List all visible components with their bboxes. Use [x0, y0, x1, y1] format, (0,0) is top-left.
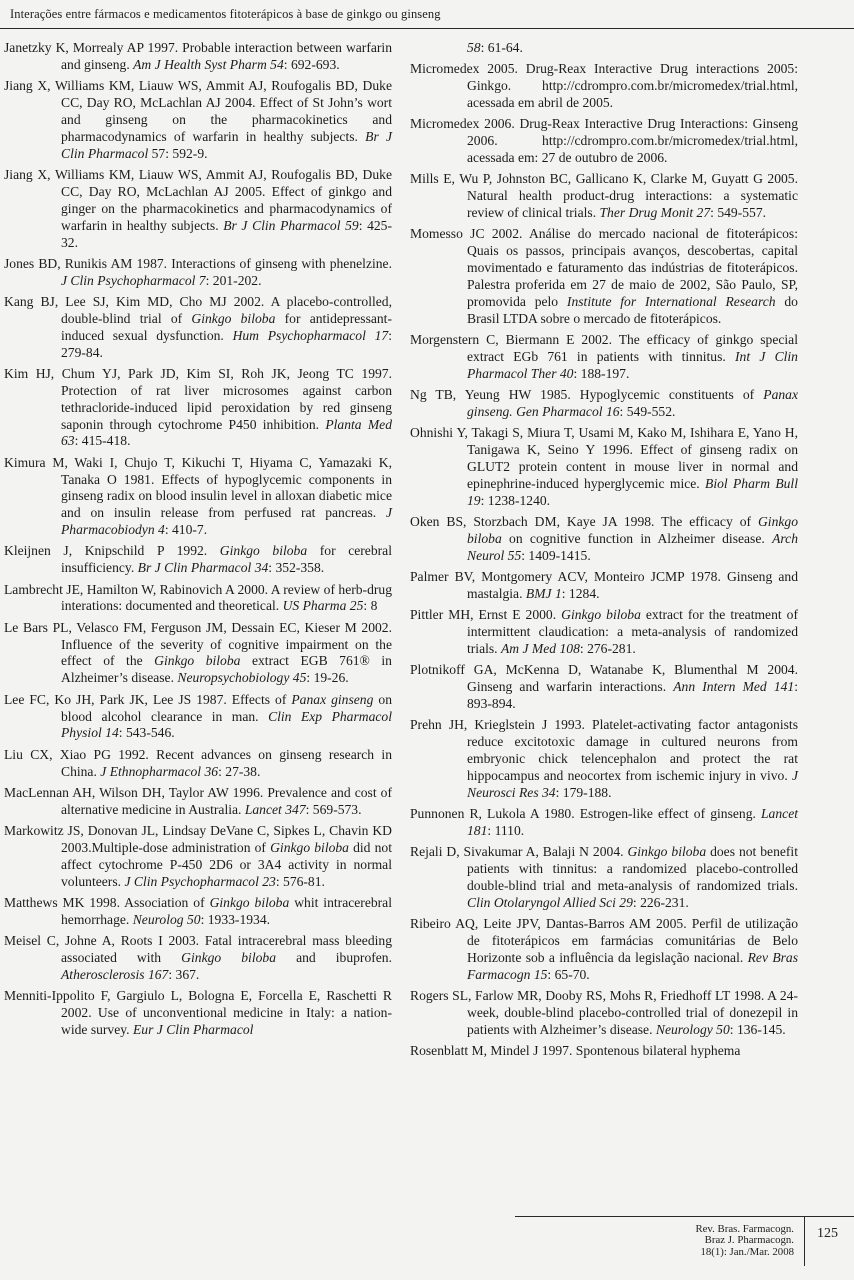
reference-entry: Palmer BV, Montgomery ACV, Monteiro JCMP 1978. Ginseng and mastalgia. BMJ 1: 1284.: [410, 568, 798, 601]
reference-entry: Kim HJ, Chum YJ, Park JD, Kim SI, Roh JK, Jeong TC 1997. Protection of rat liver microsomes against carbon tethracloride-induced lipid peroxidation by red ginseng saponin through cytochrome P450 inhibition. Planta Med 63: 415-418.: [4, 365, 393, 449]
reference-entry: Lambrecht JE, Hamilton W, Rabinovich A 2000. A review of herb-drug interations: documented and theoretical. US Pharma 25: 8: [4, 581, 392, 614]
journal-name-english: Braz J. Pharmacogn.: [704, 1234, 794, 1247]
journal-citation: [695, 1224, 794, 1258]
references-right-list: [410, 61, 798, 1060]
page-number: 125: [817, 1226, 838, 1241]
reference-entry: Plotnikoff GA, McKenna D, Watanabe K, Blumenthal M 2004. Ginseng and warfarin interactions. Ann Intern Med 141: 893-894.: [410, 662, 799, 711]
reference-entry: Morgenstern C, Biermann E 2002. The efficacy of ginkgo special extract EGb 761 in patients with tinnitus. Int J Clin Pharmacol Ther 40: 188-197.: [410, 331, 798, 381]
reference-entry: Kimura M, Waki I, Chujo T, Kikuchi T, Hiyama C, Yamazaki K, Tanaka O 1981. Effects of hypoglycemic components in ginseng radix on blood insulin level in alloxan diabetic mice and on insulin release from perfused rat pancreas. J Pharmacobiodyn 4: 410-7.: [4, 454, 392, 538]
footer-divider: [804, 1216, 805, 1266]
reference-entry: MacLennan AH, Wilson DH, Taylor AW 1996. Prevalence and cost of alternative medicine in Australia. Lancet 347: 569-573.: [4, 784, 392, 817]
reference-entry: Rogers SL, Farlow MR, Dooby RS, Mohs R, Friedhoff LT 1998. A 24-week, double-blind placebo-controlled trial of donezepil in patients with Alzheimer’s disease. Neurology 50: 136-145.: [410, 987, 798, 1037]
reference-entry: Lee FC, Ko JH, Park JK, Lee JS 1987. Effects of Panax ginseng on blood alcohol clearance in man. Clin Exp Pharmacol Physiol 14: 543-546.: [4, 691, 393, 741]
reference-entry: Kang BJ, Lee SJ, Kim MD, Cho MJ 2002. A placebo-controlled, double-blind trial of Ginkgo biloba for antidepressant-induced sexual dysfunction. Hum Psychopharmacol 17: 279-84.: [4, 293, 392, 360]
reference-entry: Ohnishi Y, Takagi S, Miura T, Usami M, Kako M, Ishihara E, Yano H, Tanigawa K, Seino Y 1996. Effect of ginseng radix on GLUT2 protein content in mouse liver in normal and epinephrine-induced hyperglycemic mice. Biol Pharm Bull 19: 1238-1240.: [410, 425, 798, 508]
reference-entry: Rosenblatt M, Mindel J 1997. Spontenous bilateral hyphema: [410, 1042, 741, 1058]
reference-entry: Le Bars PL, Velasco FM, Ferguson JM, Dessain EC, Kieser M 2002. Influence of the severity of cognitive impairment on the effect of the Ginkgo biloba extract EGB 761® in Alzheimer’s disease. Neuropsychobiology 45: 19-26.: [4, 619, 392, 686]
reference-entry: Meisel C, Johne A, Roots I 2003. Fatal intracerebral mass bleeding associated with Ginkgo biloba and ibuprofen. Atherosclerosis 167: 367.: [4, 932, 393, 982]
reference-entry: Menniti-Ippolito F, Gargiulo L, Bologna E, Forcella E, Raschetti R 2002. Use of unconventional medicine in Italy: a nation-wide survey. Eur J Clin Pharmacol: [4, 987, 392, 1037]
reference-entry: Pittler MH, Ernst E 2000. Ginkgo biloba extract for the treatment of intermittent claudication: a meta-analysis of randomized trials. Am J Med 108: 276-281.: [410, 607, 798, 656]
reference-entry: Micromedex 2005. Drug-Reax Interactive Drug interactions 2005: Ginkgo. http://cdrompro.com.br/micromedex/trial.html, acessada em abril de 2005.: [410, 61, 798, 111]
header-rule: [0, 28, 854, 29]
reference-entry: Jones BD, Runikis AM 1987. Interactions of ginseng with phenelzine. J Clin Psychopharmacol 7: 201-202.: [4, 255, 392, 288]
reference-entry: Liu CX, Xiao PG 1992. Recent advances on ginseng research in China. J Ethnopharmacol 36: 27-38.: [4, 746, 392, 779]
reference-entry: Jiang X, Williams KM, Liauw WS, Ammit AJ, Roufogalis BD, Duke CC, Day RO, McLachlan AJ 2004. Effect of St John’s wort and ginseng on the pharmacokinetics and pharmacodynamics of warfarin in healthy subjects. Br J Clin Pharmacol 57: 592-9.: [4, 78, 392, 161]
journal-name: Rev. Bras. Farmacogn.: [695, 1223, 794, 1235]
reference-entry: Mills E, Wu P, Johnston BC, Gallicano K, Clarke M, Guyatt G 2005. Natural health product-drug interactions: a systematic review of clinical trials. Ther Drug Monit 27: 549-557.: [410, 171, 798, 221]
reference-entry: Ng TB, Yeung HW 1985. Hypoglycemic constituents of Panax ginseng. Gen Pharmacol 16: 549-552.: [410, 387, 798, 419]
reference-entry: Markowitz JS, Donovan JL, Lindsay DeVane C, Sipkes L, Chavin KD 2003.Multiple-dose administration of Ginkgo biloba did not affect cytochrome P-450 2D6 or 3A4 activity in normal volunteers. J Clin Psychopharmacol 23: 576-81.: [4, 822, 392, 889]
running-title: Interações entre fármacos e medicamentos fitoterápicos à base de ginkgo ou ginseng: [10, 7, 441, 21]
references-right-column: [410, 40, 798, 1064]
reference-entry: Kleijnen J, Knipschild P 1992. Ginkgo biloba for cerebral insufficiency. Br J Clin Pharmacol 34: 352-358.: [4, 543, 392, 576]
reference-entry: Momesso JC 2002. Análise do mercado nacional de fitoterápicos: Quais os passos, principais avanços, descobertas, capital movimentado e faturamento das indústrias de fitoterápicos. Palestra proferida em 27 de maio de 2002, São Paulo, SP, promovida pelo Institute for International Research do Brasil LTDA sobre o mercado de fitoterápicos.: [410, 226, 798, 326]
journal-issue: 18(1): Jan./Mar. 2008: [700, 1245, 794, 1258]
references-left-column: [4, 40, 392, 1043]
reference-continuation: 58: 61-64.: [467, 40, 523, 55]
reference-entry: Rejali D, Sivakumar A, Balaji N 2004. Ginkgo biloba does not benefit patients with tinnitus: a randomized placebo-controlled double-blind trial and meta-analysis of randomized trials. Clin Otolaryngol Allied Sci 29: 226-231.: [410, 844, 798, 910]
reference-entry: Jiang X, Williams KM, Liauw WS, Ammit AJ, Roufogalis BD, Duke CC, Day RO, McLachlan AJ 2005. Effect of ginkgo and ginger on the pharmacokinetics and pharmacodynamics of warfarin in healthy subjects. Br J Clin Pharmacol 59: 425-32.: [4, 166, 392, 250]
reference-entry: Ribeiro AQ, Leite JPV, Dantas-Barros AM 2005. Perfil de utilização de fitoterápicos em farmácias comunitárias de Belo Horizonte sob a influência da legislação nacional. Rev Bras Farmacogn 15: 65-70.: [410, 915, 798, 982]
reference-entry: Prehn JH, Krieglstein J 1993. Platelet-activating factor antagonists reduce excitotoxic damage in cultured neurons from embryonic chick telencephalon and protect the rat hippocampus and neocortex from ischemic injury in vivo. J Neurosci Res 34: 179-188.: [410, 717, 798, 800]
reference-entry: Micromedex 2006. Drug-Reax Interactive Drug Interactions: Ginseng 2006. http://cdrompro.com.br/micromedex/trial.html, acessada em: 27 de outubro de 2006.: [410, 116, 798, 166]
reference-entry: Matthews MK 1998. Association of Ginkgo biloba whit intracerebral hemorrhage. Neurolog 50: 1933-1934.: [4, 894, 392, 927]
reference-entry: Oken BS, Storzbach DM, Kaye JA 1998. The efficacy of Ginkgo biloba on cognitive function in Alzheimer disease. Arch Neurol 55: 1409-1415.: [410, 513, 798, 563]
reference-entry: Janetzky K, Morrealy AP 1997. Probable interaction between warfarin and ginseng. Am J Health Syst Pharm 54: 692-693.: [4, 40, 392, 72]
reference-entry: Punnonen R, Lukola A 1980. Estrogen-like effect of ginseng. Lancet 181: 1110.: [410, 805, 798, 838]
